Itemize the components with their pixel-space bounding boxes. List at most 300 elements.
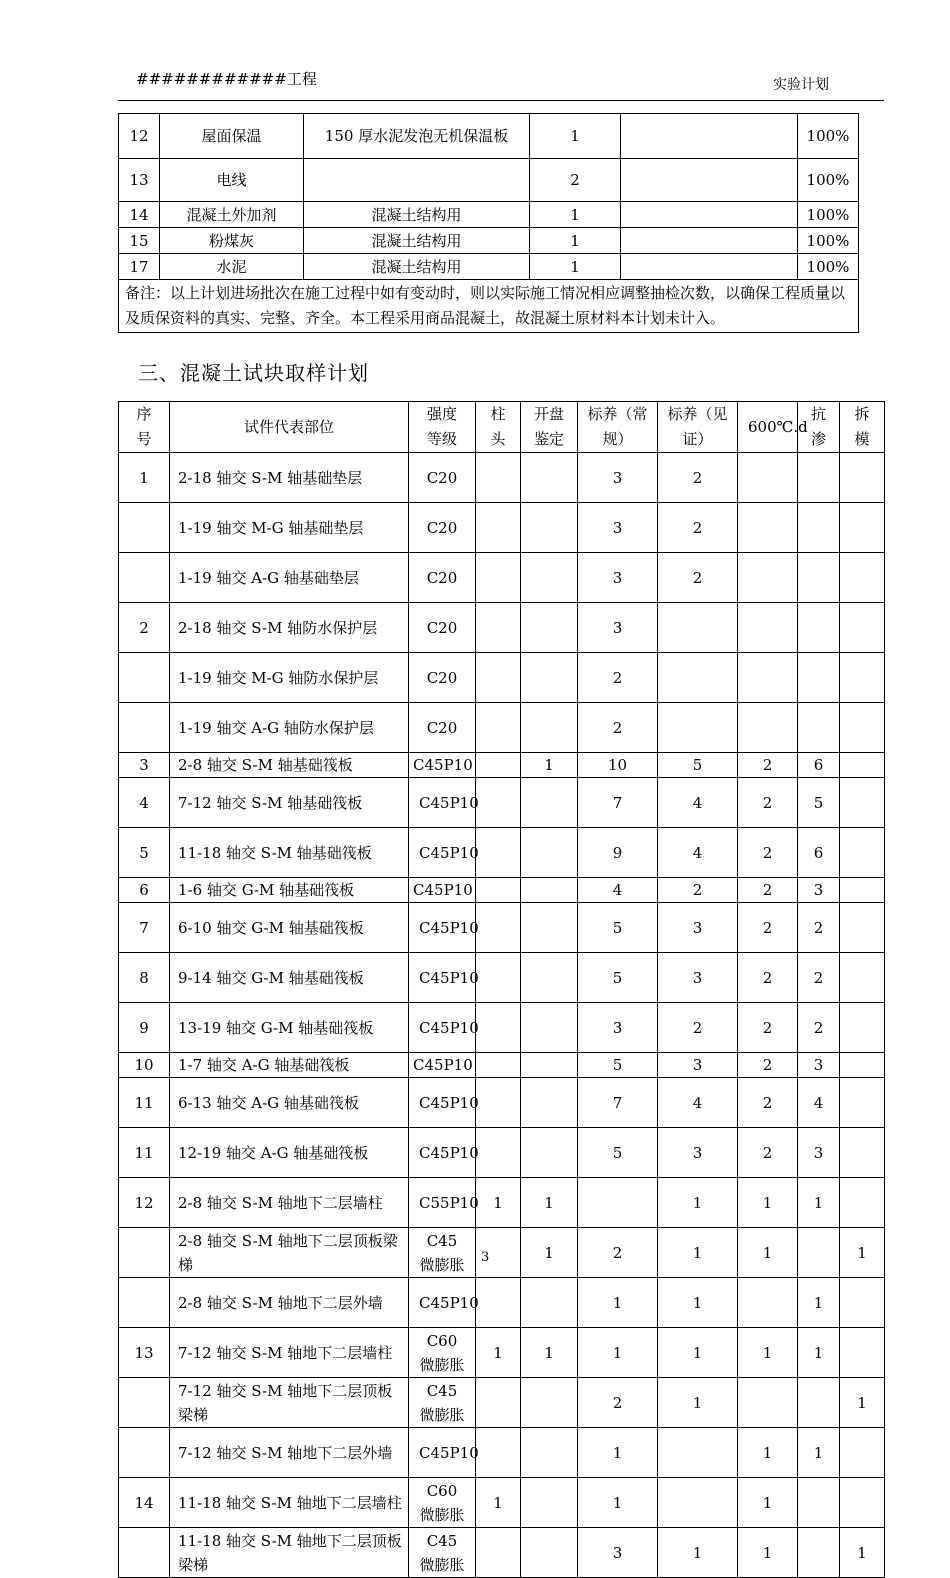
cell-no [119, 1378, 170, 1428]
cell-spec: 混凝土结构用 [304, 228, 530, 254]
cell-name: 电线 [160, 159, 304, 202]
cell-std-regular: 1 [578, 1478, 658, 1528]
cell-opening: 1 [521, 753, 578, 778]
cell-location: 1-19 轴交 M-G 轴防水保护层 [170, 653, 409, 703]
cell-grade: C45P10 [409, 1278, 476, 1328]
cell-formwork [840, 703, 885, 753]
cell-seepage: 2 [798, 953, 840, 1003]
cell-opening [521, 1478, 578, 1528]
cell-rate: 100% [798, 202, 859, 228]
cell-std-regular: 9 [578, 828, 658, 878]
cell-grade: C20 [409, 553, 476, 603]
cell-seepage [798, 553, 840, 603]
cell-std-witness: 1 [658, 1328, 738, 1378]
cell-temp [738, 553, 798, 603]
cell-seepage [798, 1478, 840, 1528]
cell-no: 11 [119, 1078, 170, 1128]
cell-no [119, 703, 170, 753]
cell-location: 11-18 轴交 S-M 轴基础筏板 [170, 828, 409, 878]
header-location: 试件代表部位 [170, 402, 409, 453]
cell-no [119, 1278, 170, 1328]
cell-column-head [476, 1053, 521, 1078]
cell-std-regular: 3 [578, 603, 658, 653]
cell-no: 6 [119, 878, 170, 903]
cell-std-regular: 2 [578, 703, 658, 753]
cell-std-witness: 2 [658, 453, 738, 503]
table-row [119, 1078, 885, 1128]
cell-seepage: 4 [798, 1078, 840, 1128]
table-row [119, 603, 885, 653]
cell-column-head [476, 1278, 521, 1328]
cell-location: 7-12 轴交 S-M 轴基础筏板 [170, 778, 409, 828]
cell-formwork [840, 653, 885, 703]
cell-name: 水泥 [160, 254, 304, 280]
cell-opening [521, 453, 578, 503]
cell-seepage: 1 [798, 1428, 840, 1478]
cell-formwork [840, 453, 885, 503]
cell-std-regular: 5 [578, 953, 658, 1003]
cell-no: 13 [119, 159, 160, 202]
cell-opening [521, 1128, 578, 1178]
table-row [119, 953, 885, 1003]
header-formwork: 拆模 [840, 402, 885, 453]
cell-grade: C45 微膨胀 [409, 1378, 476, 1428]
cell-temp: 2 [738, 1128, 798, 1178]
cell-column-head [476, 753, 521, 778]
cell-no: 3 [119, 753, 170, 778]
cell-seepage: 3 [798, 1128, 840, 1178]
cell-seepage [798, 703, 840, 753]
table-row [119, 1128, 885, 1178]
cell-rate: 100% [798, 254, 859, 280]
table-row [119, 753, 885, 778]
cell-location: 1-7 轴交 A-G 轴基础筏板 [170, 1053, 409, 1078]
cell-seepage: 6 [798, 753, 840, 778]
cell-std-regular: 2 [578, 1228, 658, 1278]
cell-temp [738, 1278, 798, 1328]
cell-rate: 100% [798, 228, 859, 254]
header-std-regular: 标养（常规） [578, 402, 658, 453]
cell-std-regular: 1 [578, 1428, 658, 1478]
cell-seepage: 3 [798, 1053, 840, 1078]
cell-name: 混凝土外加剂 [160, 202, 304, 228]
cell-opening [521, 1053, 578, 1078]
cell-spec: 150 厚水泥发泡无机保温板 [304, 114, 530, 159]
cell-no [119, 503, 170, 553]
cell-grade: C45P10 [409, 878, 476, 903]
cell-column-head [476, 553, 521, 603]
table-row [119, 228, 859, 254]
header-seepage: 抗渗 [798, 402, 840, 453]
cell-std-witness [658, 1478, 738, 1528]
cell-std-witness: 1 [658, 1228, 738, 1278]
table-row [119, 903, 885, 953]
table-row [119, 703, 885, 753]
cell-no: 10 [119, 1053, 170, 1078]
cell-column-head [476, 778, 521, 828]
cell-temp [738, 653, 798, 703]
cell-std-regular: 1 [578, 1328, 658, 1378]
cell-no: 12 [119, 114, 160, 159]
cell-column-head [476, 1078, 521, 1128]
cell-formwork [840, 1053, 885, 1078]
cell-qty: 1 [530, 254, 621, 280]
cell-std-regular: 7 [578, 778, 658, 828]
table-row [119, 453, 885, 503]
header-no: 序号 [119, 402, 170, 453]
table-row [119, 553, 885, 603]
cell-location: 2-8 轴交 S-M 轴地下二层顶板梁梯 [170, 1228, 409, 1278]
cell-no: 8 [119, 953, 170, 1003]
cell-no: 15 [119, 228, 160, 254]
cell-formwork [840, 953, 885, 1003]
cell-column-head [476, 1378, 521, 1428]
cell-location: 1-19 轴交 M-G 轴基础垫层 [170, 503, 409, 553]
cell-seepage: 5 [798, 778, 840, 828]
cell-std-witness: 3 [658, 953, 738, 1003]
cell-location: 6-13 轴交 A-G 轴基础筏板 [170, 1078, 409, 1128]
cell-grade: C45 微膨胀 [409, 1528, 476, 1578]
cell-no: 4 [119, 778, 170, 828]
cell-column-head [476, 953, 521, 1003]
table-row [119, 1478, 885, 1528]
project-name: ############工程 [136, 70, 317, 88]
cell-no: 2 [119, 603, 170, 653]
cell-opening [521, 828, 578, 878]
cell-seepage: 2 [798, 1003, 840, 1053]
cell-column-head [476, 828, 521, 878]
cell-formwork [840, 1328, 885, 1378]
cell-temp: 2 [738, 878, 798, 903]
cell-location: 7-12 轴交 S-M 轴地下二层墙柱 [170, 1328, 409, 1378]
cell-no: 5 [119, 828, 170, 878]
cell-column-head [476, 1128, 521, 1178]
table-row [119, 503, 885, 553]
cell-grade: C45P10 [409, 1053, 476, 1078]
cell-no: 14 [119, 1478, 170, 1528]
cell-location: 11-18 轴交 S-M 轴地下二层墙柱 [170, 1478, 409, 1528]
note-row [119, 280, 859, 333]
cell-opening [521, 1003, 578, 1053]
cell-seepage [798, 653, 840, 703]
cell-formwork [840, 878, 885, 903]
cell-std-regular: 3 [578, 503, 658, 553]
cell-seepage [798, 1228, 840, 1278]
cell-opening [521, 703, 578, 753]
cell-no [119, 653, 170, 703]
cell-std-witness: 2 [658, 553, 738, 603]
cell-temp [738, 503, 798, 553]
cell-formwork [840, 1078, 885, 1128]
cell-column-head [476, 453, 521, 503]
cell-grade: C45P10 [409, 1428, 476, 1478]
table-row [119, 653, 885, 703]
cell-std-witness [658, 603, 738, 653]
cell-std-regular: 7 [578, 1078, 658, 1128]
table-row [119, 1228, 885, 1278]
cell-opening [521, 878, 578, 903]
cell-formwork [840, 1428, 885, 1478]
cell-location: 7-12 轴交 S-M 轴地下二层外墙 [170, 1428, 409, 1478]
header-grade: 强度等级 [409, 402, 476, 453]
cell-grade: C45P10 [409, 778, 476, 828]
cell-grade: C20 [409, 703, 476, 753]
cell-seepage: 2 [798, 903, 840, 953]
table-row [119, 778, 885, 828]
cell-column-head [476, 503, 521, 553]
cell-grade: C20 [409, 453, 476, 503]
cell-formwork [840, 1278, 885, 1328]
cell-std-regular: 2 [578, 1378, 658, 1428]
cell-std-witness: 1 [658, 1378, 738, 1428]
cell-temp: 2 [738, 903, 798, 953]
cell-formwork [840, 603, 885, 653]
cell-location: 6-10 轴交 G-M 轴基础筏板 [170, 903, 409, 953]
cell-location: 2-18 轴交 S-M 轴防水保护层 [170, 603, 409, 653]
cell-temp: 2 [738, 1078, 798, 1128]
table-row [119, 1053, 885, 1078]
cell-temp: 1 [738, 1178, 798, 1228]
cell-std-witness: 2 [658, 1003, 738, 1053]
cell-grade: C45P10 [409, 828, 476, 878]
table-row [119, 159, 859, 202]
cell-std-regular: 3 [578, 1528, 658, 1578]
cell-grade: C45 微膨胀 [409, 1228, 476, 1278]
cell-std-regular: 1 [578, 1278, 658, 1328]
cell-opening: 1 [521, 1178, 578, 1228]
cell-std-witness [658, 653, 738, 703]
cell-temp: 2 [738, 778, 798, 828]
cell-location: 12-19 轴交 A-G 轴基础筏板 [170, 1128, 409, 1178]
cell-column-head: 1 [476, 1178, 521, 1228]
cell-location: 1-19 轴交 A-G 轴防水保护层 [170, 703, 409, 753]
cell-no: 9 [119, 1003, 170, 1053]
cell-std-regular: 5 [578, 903, 658, 953]
cell-std-regular: 3 [578, 453, 658, 503]
cell-grade: C20 [409, 653, 476, 703]
cell-temp: 2 [738, 1003, 798, 1053]
cell-formwork [840, 753, 885, 778]
table-row [119, 1428, 885, 1478]
cell-formwork [840, 828, 885, 878]
cell-std-regular: 3 [578, 553, 658, 603]
cell-qty: 1 [530, 202, 621, 228]
cell-location: 11-18 轴交 S-M 轴地下二层顶板梁梯 [170, 1528, 409, 1578]
concrete-sample-plan-table [118, 401, 885, 1578]
cell-grade: C60 微膨胀 [409, 1328, 476, 1378]
cell-blank [621, 228, 798, 254]
cell-no: 1 [119, 453, 170, 503]
cell-temp [738, 453, 798, 503]
table-row [119, 1328, 885, 1378]
cell-location: 1-6 轴交 G-M 轴基础筏板 [170, 878, 409, 903]
cell-grade: C60 微膨胀 [409, 1478, 476, 1528]
cell-column-head [476, 603, 521, 653]
cell-std-regular: 10 [578, 753, 658, 778]
cell-seepage: 1 [798, 1328, 840, 1378]
cell-column-head [476, 903, 521, 953]
cell-opening [521, 1428, 578, 1478]
cell-std-regular: 5 [578, 1053, 658, 1078]
cell-no: 7 [119, 903, 170, 953]
inspection-plan-table [118, 113, 859, 333]
cell-opening [521, 553, 578, 603]
cell-formwork: 1 [840, 1228, 885, 1278]
header-column-head: 柱头 [476, 402, 521, 453]
cell-temp [738, 603, 798, 653]
cell-formwork [840, 903, 885, 953]
cell-no [119, 1228, 170, 1278]
cell-std-witness: 3 [658, 1128, 738, 1178]
cell-blank [621, 159, 798, 202]
cell-column-head [476, 1528, 521, 1578]
cell-seepage [798, 1528, 840, 1578]
cell-no [119, 553, 170, 603]
section-title: 三、混凝土试块取样计划 [138, 361, 369, 385]
cell-formwork [840, 503, 885, 553]
cell-seepage [798, 503, 840, 553]
cell-grade: C20 [409, 503, 476, 553]
cell-grade: C55P10 [409, 1178, 476, 1228]
cell-temp [738, 1378, 798, 1428]
cell-column-head [476, 878, 521, 903]
cell-formwork [840, 1178, 885, 1228]
cell-opening [521, 603, 578, 653]
cell-qty: 2 [530, 159, 621, 202]
cell-no: 11 [119, 1128, 170, 1178]
document-type: 实验计划 [773, 77, 829, 93]
cell-column-head: 1 [476, 1478, 521, 1528]
cell-seepage: 1 [798, 1178, 840, 1228]
header-opening: 开盘鉴定 [521, 402, 578, 453]
cell-column-head [476, 703, 521, 753]
cell-temp: 1 [738, 1478, 798, 1528]
cell-name: 粉煤灰 [160, 228, 304, 254]
cell-opening: 1 [521, 1328, 578, 1378]
cell-formwork [840, 1478, 885, 1528]
header-std-witness: 标养（见证） [658, 402, 738, 453]
cell-seepage [798, 603, 840, 653]
cell-formwork [840, 778, 885, 828]
table-row [119, 828, 885, 878]
cell-seepage: 6 [798, 828, 840, 878]
cell-opening [521, 1278, 578, 1328]
cell-no: 13 [119, 1328, 170, 1378]
cell-location: 1-19 轴交 A-G 轴基础垫层 [170, 553, 409, 603]
cell-std-witness: 4 [658, 828, 738, 878]
cell-opening [521, 653, 578, 703]
cell-location: 9-14 轴交 G-M 轴基础筏板 [170, 953, 409, 1003]
table-row [119, 202, 859, 228]
cell-opening [521, 1528, 578, 1578]
cell-formwork: 1 [840, 1528, 885, 1578]
cell-std-regular: 5 [578, 1128, 658, 1178]
cell-formwork [840, 1128, 885, 1178]
cell-no [119, 1528, 170, 1578]
cell-std-witness [658, 703, 738, 753]
cell-column-head [476, 1428, 521, 1478]
cell-grade: C45P10 [409, 753, 476, 778]
header-temp: 600℃.d [738, 402, 798, 453]
table-row [119, 1178, 885, 1228]
cell-temp [738, 703, 798, 753]
cell-no: 14 [119, 202, 160, 228]
cell-grade: C45P10 [409, 1078, 476, 1128]
cell-std-regular: 2 [578, 653, 658, 703]
cell-no [119, 1428, 170, 1478]
table-row [119, 1278, 885, 1328]
cell-temp: 2 [738, 753, 798, 778]
cell-temp: 1 [738, 1328, 798, 1378]
cell-std-witness: 1 [658, 1178, 738, 1228]
cell-no: 12 [119, 1178, 170, 1228]
table-header-row [119, 402, 885, 453]
cell-temp: 2 [738, 953, 798, 1003]
cell-qty: 1 [530, 114, 621, 159]
table-row [119, 1528, 885, 1578]
cell-std-witness: 5 [658, 753, 738, 778]
cell-seepage: 3 [798, 878, 840, 903]
cell-location: 7-12 轴交 S-M 轴地下二层顶板梁梯 [170, 1378, 409, 1428]
cell-std-witness: 2 [658, 878, 738, 903]
table-row [119, 1003, 885, 1053]
cell-grade: C45P10 [409, 1003, 476, 1053]
cell-seepage [798, 1378, 840, 1428]
cell-opening [521, 953, 578, 1003]
cell-grade: C45P10 [409, 903, 476, 953]
table-row [119, 114, 859, 159]
cell-blank [621, 254, 798, 280]
table-row [119, 254, 859, 280]
cell-qty: 1 [530, 228, 621, 254]
cell-grade: C20 [409, 603, 476, 653]
cell-std-witness: 4 [658, 1078, 738, 1128]
table-row [119, 878, 885, 903]
cell-std-witness [658, 1428, 738, 1478]
page-number: 3 [481, 1250, 490, 1265]
cell-temp: 1 [738, 1528, 798, 1578]
cell-column-head: 1 [476, 1328, 521, 1378]
cell-location: 2-8 轴交 S-M 轴地下二层外墙 [170, 1278, 409, 1328]
cell-seepage [798, 453, 840, 503]
cell-blank [621, 114, 798, 159]
cell-formwork [840, 553, 885, 603]
cell-location: 2-8 轴交 S-M 轴地下二层墙柱 [170, 1178, 409, 1228]
cell-std-witness: 1 [658, 1278, 738, 1328]
cell-column-head [476, 1003, 521, 1053]
cell-std-witness: 2 [658, 503, 738, 553]
cell-location: 13-19 轴交 G-M 轴基础筏板 [170, 1003, 409, 1053]
cell-std-witness: 1 [658, 1528, 738, 1578]
cell-opening: 1 [521, 1228, 578, 1278]
cell-opening [521, 503, 578, 553]
cell-opening [521, 778, 578, 828]
cell-std-regular: 3 [578, 1003, 658, 1053]
cell-no: 17 [119, 254, 160, 280]
cell-temp: 2 [738, 1053, 798, 1078]
cell-std-regular [578, 1178, 658, 1228]
cell-rate: 100% [798, 159, 859, 202]
cell-spec: 混凝土结构用 [304, 254, 530, 280]
cell-formwork: 1 [840, 1378, 885, 1428]
cell-location: 2-18 轴交 S-M 轴基础垫层 [170, 453, 409, 503]
table-row [119, 1378, 885, 1428]
cell-std-regular: 4 [578, 878, 658, 903]
cell-rate: 100% [798, 114, 859, 159]
cell-std-witness: 4 [658, 778, 738, 828]
cell-column-head [476, 653, 521, 703]
cell-opening [521, 1078, 578, 1128]
